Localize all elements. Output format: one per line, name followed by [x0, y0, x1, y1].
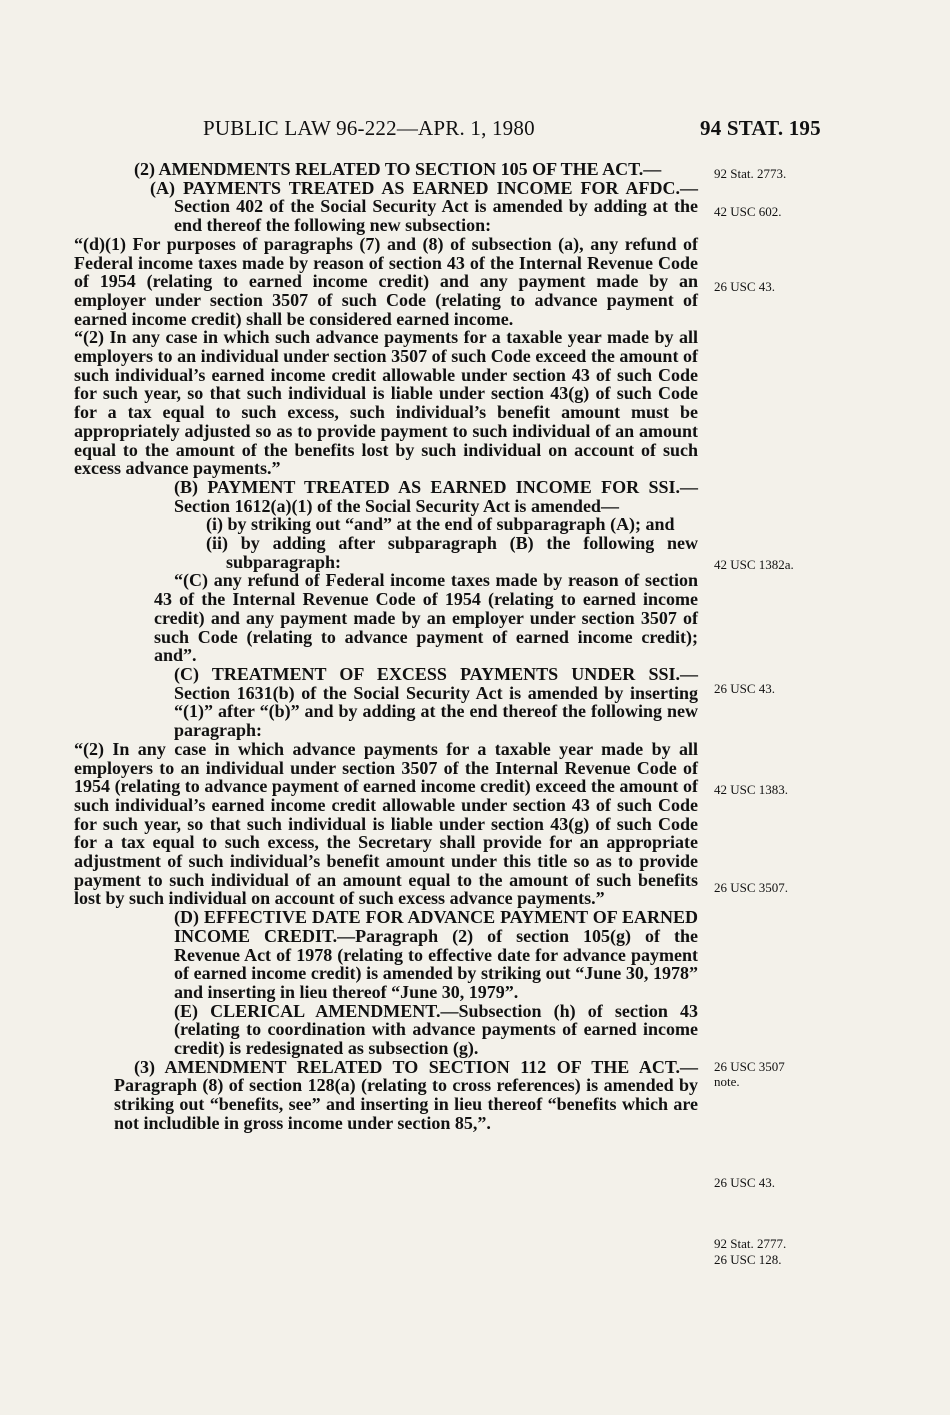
margin-note: 26 USC 128. — [714, 1252, 782, 1267]
subsection-d1: “(d)(1) For purposes of paragraphs (7) and (8) of subsection (a), any refund of Federal income taxes made by reason of section 43 of the Internal Revenue Code of 1954 (relating to earned income credit) and any payment made by an employer under section 3507 of such Code (relating to advance payment of earned income credit) shall be considered earned income. — [74, 233, 698, 329]
paragraph-2-heading: (2) AMENDMENTS RELATED TO SECTION 105 OF THE ACT.— — [134, 159, 662, 179]
margin-note: 42 USC 602. — [714, 204, 782, 219]
margin-note: 42 USC 1383. — [714, 782, 789, 797]
margin-note: 26 USC 3507. — [714, 880, 789, 895]
paragraph-2-insert: “(2) In any case in which advance payments for a taxable year made by all employers to an individual under section 3507 of the Internal Revenue Code of 1954 (relating to advance payment of earned income credit) exceed the amount of such individual’s earned income credit allowable under section 43 of such Code for such year, so that such individual is liable under section 43(g) of such Code for a tax equal to such excess, the Secretary shall provide for an appropriate adjustment of such individual’s benefit amount under this title so as to provide payment to such individual of an amount equal to the amount of such benefits lost by such individual on account of such excess advance payments.” — [74, 738, 698, 909]
paragraph-2c: (C) TREATMENT OF EXCESS PAYMENTS UNDER SSI.—Section 1631(b) of the Social Security Act is amended by inserting “(1)” after “(b)” and by adding at the end thereof the following new paragraph: — [174, 663, 698, 741]
margin-note: 26 USC 43. — [714, 279, 776, 294]
margin-note: 92 Stat. 2773. — [714, 166, 787, 181]
margin-note: 26 USC 43. — [714, 681, 776, 696]
margin-note: 26 USC 3507 note. — [714, 1059, 785, 1089]
subparagraph-c-insert: “(C) any refund of Federal income taxes made by reason of section 43 of the Internal Revenue Code of 1954 (relating to earned income credit) and any payment made by an employer under section 3507 of such Code (relating to advance payment of earned income credit); and”. — [154, 570, 698, 666]
margin-note: 42 USC 1382a. — [714, 557, 794, 572]
margin-note: 92 Stat. 2777. — [714, 1236, 787, 1251]
header-stat-page: 94 STAT. 195 — [700, 116, 821, 140]
margin-note: 26 USC 43. — [714, 1175, 776, 1190]
header-title: PUBLIC LAW 96-222—APR. 1, 1980 — [203, 116, 535, 140]
clause-i: (i) by striking out “and” at the end of subparagraph (A); and — [206, 514, 675, 535]
paragraph-2b: (B) PAYMENT TREATED AS EARNED INCOME FOR SSI.—Section 1612(a)(1) of the Social Security Act is amended— — [174, 476, 698, 516]
paragraph-2a: (A) PAYMENTS TREATED AS EARNED INCOME FOR AFDC.—Section 402 of the Social Security Act is amended by adding at the end thereof the following new subsection: — [150, 177, 698, 236]
subsection-d2: “(2) In any case in which such advance payments for a taxable year made by all employers to an individual under section 3507 of such Code exceed the amount of such individual’s earned income credit allowable under section 43 of such Code for such year, so that such individual is liable under section 43(g) of such Code for a tax equal to such excess, such individual’s benefit amount must be appropriately adjusted so as to provide payment to such individual of an amount equal to the amount of the benefits lost by such individual on account of such excess advance payments.” — [74, 327, 698, 479]
paragraph-2e: (E) CLERICAL AMENDMENT.—Subsection (h) of section 43 (relating to coordination with advance payments of earned income credit) is redesignated as subsection (g). — [174, 1000, 698, 1059]
clause-ii: (ii) by adding after subparagraph (B) the following new subparagraph: — [206, 533, 698, 572]
paragraph-3: (3) AMENDMENT RELATED TO SECTION 112 OF THE ACT.—Paragraph (8) of section 128(a) (relating to cross references) is amended by striking out “benefits, see” and inserting in lieu thereof “benefits which are not includible in gross income under section 85,”. — [114, 1056, 698, 1133]
paragraph-2d: (D) EFFECTIVE DATE FOR ADVANCE PAYMENT OF EARNED INCOME CREDIT.—Paragraph (2) of section 105(g) of the Revenue Act of 1978 (relating to effective date for advance payment of earned income credit) is amended by striking out “June 30, 1978” and inserting in lieu thereof “June 30, 1979”. — [174, 907, 698, 1002]
